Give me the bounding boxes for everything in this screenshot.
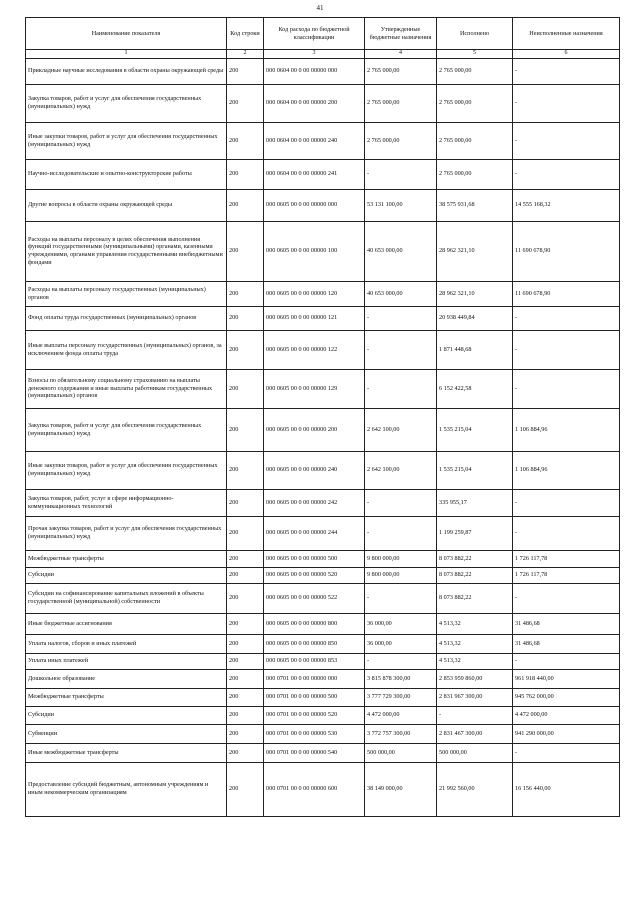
indicator-name-cell: Закупка товаров, работ, услуг в сфере информационно-коммуникационных технологий (26, 489, 227, 516)
column-index: 4 (365, 50, 437, 59)
approved-amount-cell: - (365, 330, 437, 369)
line-code-cell: 200 (227, 58, 264, 84)
line-code-cell: 200 (227, 122, 264, 159)
approved-amount-cell: 9 800 000,00 (365, 567, 437, 583)
approved-amount-cell: 3 777 729 300,00 (365, 688, 437, 706)
line-code-cell: 200 (227, 613, 264, 634)
budget-code-cell: 000 0604 00 0 00 00000 241 (264, 159, 365, 189)
line-code-cell: 200 (227, 489, 264, 516)
executed-amount-cell: 28 962 321,10 (437, 281, 513, 306)
indicator-name-cell: Субсидии (26, 567, 227, 583)
table-row (26, 567, 620, 583)
budget-code-cell: 000 0701 00 0 00 00000 520 (264, 706, 365, 724)
unexecuted-amount-cell: - (513, 369, 620, 408)
budget-execution-table (25, 17, 620, 817)
unexecuted-amount-cell: 31 486,68 (513, 634, 620, 653)
table-row (26, 743, 620, 762)
table-row (26, 706, 620, 724)
line-code-cell: 200 (227, 550, 264, 567)
approved-amount-cell: 3 815 878 300,00 (365, 669, 437, 688)
table-row (26, 369, 620, 408)
approved-amount-cell: 2 642 100,00 (365, 408, 437, 451)
unexecuted-amount-cell: - (513, 743, 620, 762)
column-index: 5 (437, 50, 513, 59)
indicator-name-cell: Субсидии на софинансирование капитальных вложений в объекты государственной (муниципальной) собственности (26, 583, 227, 613)
budget-code-cell: 000 0605 00 0 00 00000 200 (264, 408, 365, 451)
indicator-name-cell: Закупка товаров, работ и услуг для обеспечения государственных (муниципальных) нужд (26, 408, 227, 451)
table-row (26, 221, 620, 281)
executed-amount-cell: 500 000,00 (437, 743, 513, 762)
budget-code-cell: 000 0605 00 0 00 00000 242 (264, 489, 365, 516)
unexecuted-amount-cell: 1 106 884,96 (513, 451, 620, 489)
unexecuted-amount-cell: 961 918 440,00 (513, 669, 620, 688)
unexecuted-amount-cell: 4 472 000,00 (513, 706, 620, 724)
page-number: 41 (316, 4, 324, 12)
table-row (26, 330, 620, 369)
executed-amount-cell: 1 871 448,68 (437, 330, 513, 369)
header-budget-code: Код расхода по бюджетной классификации (264, 18, 365, 50)
budget-code-cell: 000 0604 00 0 00 00000 200 (264, 84, 365, 122)
table-row (26, 613, 620, 634)
unexecuted-amount-cell: 14 555 168,32 (513, 189, 620, 221)
executed-amount-cell: 2 765 000,00 (437, 58, 513, 84)
line-code-cell: 200 (227, 567, 264, 583)
budget-code-cell: 000 0605 00 0 00 00000 121 (264, 306, 365, 330)
table-row (26, 281, 620, 306)
line-code-cell: 200 (227, 306, 264, 330)
budget-code-cell: 000 0605 00 0 00 00000 129 (264, 369, 365, 408)
indicator-name-cell: Уплата иных платежей (26, 653, 227, 669)
unexecuted-amount-cell: 16 156 440,00 (513, 762, 620, 816)
indicator-name-cell: Иные межбюджетные трансферты (26, 743, 227, 762)
header-executed: Исполнено (437, 18, 513, 50)
indicator-name-cell: Иные закупки товаров, работ и услуг для обеспечения государственных (муниципальных) нужд (26, 122, 227, 159)
unexecuted-amount-cell: - (513, 122, 620, 159)
table-row (26, 550, 620, 567)
line-code-cell: 200 (227, 669, 264, 688)
indicator-name-cell: Прикладные научные исследования в области охраны окружающей среды (26, 58, 227, 84)
approved-amount-cell: - (365, 653, 437, 669)
unexecuted-amount-cell: - (513, 330, 620, 369)
budget-code-cell: 000 0605 00 0 00 00000 850 (264, 634, 365, 653)
unexecuted-amount-cell: 1 726 117,78 (513, 550, 620, 567)
indicator-name-cell: Межбюджетные трансферты (26, 550, 227, 567)
indicator-name-cell: Закупка товаров, работ и услуг для обеспечения государственных (муниципальных) нужд (26, 84, 227, 122)
line-code-cell: 200 (227, 330, 264, 369)
table-row (26, 583, 620, 613)
table-row (26, 634, 620, 653)
indicator-name-cell: Научно-исследовательские и опытно-конструкторские работы (26, 159, 227, 189)
line-code-cell: 200 (227, 369, 264, 408)
budget-code-cell: 000 0605 00 0 00 00000 122 (264, 330, 365, 369)
approved-amount-cell: 3 772 757 300,00 (365, 724, 437, 743)
column-index-row (26, 50, 620, 59)
line-code-cell: 200 (227, 451, 264, 489)
line-code-cell: 200 (227, 688, 264, 706)
header-line-code: Код строки (227, 18, 264, 50)
executed-amount-cell: 8 073 882,22 (437, 583, 513, 613)
indicator-name-cell: Дошкольное образование (26, 669, 227, 688)
table-row (26, 84, 620, 122)
budget-code-cell: 000 0701 00 0 00 00000 600 (264, 762, 365, 816)
indicator-name-cell: Фонд оплаты труда государственных (муниципальных) органов (26, 306, 227, 330)
table-row (26, 122, 620, 159)
table-header-row (26, 18, 620, 50)
line-code-cell: 200 (227, 159, 264, 189)
indicator-name-cell: Другие вопросы в области охраны окружающей среды (26, 189, 227, 221)
executed-amount-cell: 1 535 215,04 (437, 408, 513, 451)
approved-amount-cell: - (365, 369, 437, 408)
line-code-cell: 200 (227, 221, 264, 281)
unexecuted-amount-cell: 1 106 884,96 (513, 408, 620, 451)
budget-code-cell: 000 0605 00 0 00 00000 800 (264, 613, 365, 634)
table-row (26, 489, 620, 516)
unexecuted-amount-cell: - (513, 58, 620, 84)
header-approved: Утвержденные бюджетные назначения (365, 18, 437, 50)
approved-amount-cell: - (365, 489, 437, 516)
unexecuted-amount-cell: - (513, 84, 620, 122)
approved-amount-cell: 40 653 000,00 (365, 221, 437, 281)
table-row (26, 653, 620, 669)
approved-amount-cell: 2 765 000,00 (365, 58, 437, 84)
unexecuted-amount-cell: 11 690 678,90 (513, 221, 620, 281)
indicator-name-cell: Уплата налогов, сборов и иных платежей (26, 634, 227, 653)
table-row (26, 688, 620, 706)
unexecuted-amount-cell: 945 762 000,00 (513, 688, 620, 706)
approved-amount-cell: 2 765 000,00 (365, 84, 437, 122)
budget-code-cell: 000 0701 00 0 00 00000 000 (264, 669, 365, 688)
table-row (26, 516, 620, 550)
unexecuted-amount-cell: 941 290 000,00 (513, 724, 620, 743)
executed-amount-cell: 2 831 967 300,00 (437, 688, 513, 706)
column-index: 2 (227, 50, 264, 59)
line-code-cell: 200 (227, 634, 264, 653)
line-code-cell: 200 (227, 653, 264, 669)
column-index: 6 (513, 50, 620, 59)
executed-amount-cell: 2 765 000,00 (437, 84, 513, 122)
table-row (26, 159, 620, 189)
line-code-cell: 200 (227, 408, 264, 451)
approved-amount-cell: 2 765 000,00 (365, 122, 437, 159)
indicator-name-cell: Субвенции (26, 724, 227, 743)
table-row (26, 451, 620, 489)
approved-amount-cell: 53 131 100,00 (365, 189, 437, 221)
executed-amount-cell: 6 152 422,58 (437, 369, 513, 408)
approved-amount-cell: 9 800 000,00 (365, 550, 437, 567)
table-body (26, 58, 620, 816)
table-row (26, 58, 620, 84)
indicator-name-cell: Расходы на выплаты персоналу государственных (муниципальных) органов (26, 281, 227, 306)
table-row (26, 762, 620, 816)
table-row (26, 306, 620, 330)
indicator-name-cell: Предоставление субсидий бюджетным, автономным учреждениям и иным некоммерческим организациям (26, 762, 227, 816)
executed-amount-cell: 8 073 882,22 (437, 550, 513, 567)
indicator-name-cell: Субсидии (26, 706, 227, 724)
executed-amount-cell: 8 073 882,22 (437, 567, 513, 583)
approved-amount-cell: 38 149 000,00 (365, 762, 437, 816)
budget-code-cell: 000 0605 00 0 00 00000 240 (264, 451, 365, 489)
budget-code-cell: 000 0605 00 0 00 00000 522 (264, 583, 365, 613)
executed-amount-cell: 1 535 215,04 (437, 451, 513, 489)
unexecuted-amount-cell: - (513, 306, 620, 330)
header-indicator-name: Наименование показателя (26, 18, 227, 50)
executed-amount-cell: 4 513,32 (437, 634, 513, 653)
unexecuted-amount-cell: 11 690 678,90 (513, 281, 620, 306)
header-unexecuted: Неисполненные назначения (513, 18, 620, 50)
indicator-name-cell: Иные бюджетные ассигнования (26, 613, 227, 634)
line-code-cell: 200 (227, 743, 264, 762)
executed-amount-cell: 28 962 321,10 (437, 221, 513, 281)
approved-amount-cell: 2 642 100,00 (365, 451, 437, 489)
approved-amount-cell: 4 472 000,00 (365, 706, 437, 724)
line-code-cell: 200 (227, 189, 264, 221)
budget-code-cell: 000 0605 00 0 00 00000 120 (264, 281, 365, 306)
table-row (26, 189, 620, 221)
budget-code-cell: 000 0605 00 0 00 00000 520 (264, 567, 365, 583)
indicator-name-cell: Иные закупки товаров, работ и услуг для обеспечения государственных (муниципальных) нужд (26, 451, 227, 489)
indicator-name-cell: Прочая закупка товаров, работ и услуг для обеспечения государственных (муниципальных) нужд (26, 516, 227, 550)
executed-amount-cell: 1 199 259,87 (437, 516, 513, 550)
line-code-cell: 200 (227, 281, 264, 306)
budget-code-cell: 000 0605 00 0 00 00000 244 (264, 516, 365, 550)
unexecuted-amount-cell: 1 726 117,78 (513, 567, 620, 583)
table-row (26, 669, 620, 688)
line-code-cell: 200 (227, 706, 264, 724)
executed-amount-cell: - (437, 706, 513, 724)
indicator-name-cell: Иные выплаты персоналу государственных (муниципальных) органов, за исключением фонда оплаты труда (26, 330, 227, 369)
executed-amount-cell: 2 831 467 300,00 (437, 724, 513, 743)
budget-code-cell: 000 0701 00 0 00 00000 500 (264, 688, 365, 706)
unexecuted-amount-cell: 31 486,68 (513, 613, 620, 634)
budget-code-cell: 000 0701 00 0 00 00000 530 (264, 724, 365, 743)
unexecuted-amount-cell: - (513, 583, 620, 613)
executed-amount-cell: 2 853 959 860,00 (437, 669, 513, 688)
executed-amount-cell: 4 513,32 (437, 613, 513, 634)
approved-amount-cell: 500 000,00 (365, 743, 437, 762)
executed-amount-cell: 20 938 449,84 (437, 306, 513, 330)
budget-code-cell: 000 0701 00 0 00 00000 540 (264, 743, 365, 762)
unexecuted-amount-cell: - (513, 489, 620, 516)
budget-code-cell: 000 0605 00 0 00 00000 500 (264, 550, 365, 567)
line-code-cell: 200 (227, 762, 264, 816)
line-code-cell: 200 (227, 516, 264, 550)
approved-amount-cell: 36 000,00 (365, 613, 437, 634)
line-code-cell: 200 (227, 84, 264, 122)
approved-amount-cell: - (365, 583, 437, 613)
indicator-name-cell: Взносы по обязательному социальному страхованию на выплаты денежного содержания и иные выплаты работникам государственных (муниципальных) органов (26, 369, 227, 408)
approved-amount-cell: 36 000,00 (365, 634, 437, 653)
approved-amount-cell: - (365, 306, 437, 330)
budget-code-cell: 000 0605 00 0 00 00000 100 (264, 221, 365, 281)
approved-amount-cell: - (365, 159, 437, 189)
indicator-name-cell: Межбюджетные трансферты (26, 688, 227, 706)
indicator-name-cell: Расходы на выплаты персоналу в целях обеспечения выполнения функций государственными (муниципальными) органами, казенными учреждениями, органами управления государственными внебюджетными фондами (26, 221, 227, 281)
approved-amount-cell: 40 653 000,00 (365, 281, 437, 306)
executed-amount-cell: 335 955,17 (437, 489, 513, 516)
line-code-cell: 200 (227, 724, 264, 743)
budget-code-cell: 000 0605 00 0 00 00000 853 (264, 653, 365, 669)
executed-amount-cell: 2 765 000,00 (437, 159, 513, 189)
unexecuted-amount-cell: - (513, 159, 620, 189)
executed-amount-cell: 38 575 931,68 (437, 189, 513, 221)
executed-amount-cell: 21 992 560,00 (437, 762, 513, 816)
budget-code-cell: 000 0605 00 0 00 00000 000 (264, 189, 365, 221)
budget-code-cell: 000 0604 00 0 00 00000 000 (264, 58, 365, 84)
unexecuted-amount-cell: - (513, 653, 620, 669)
executed-amount-cell: 2 765 000,00 (437, 122, 513, 159)
column-index: 3 (264, 50, 365, 59)
line-code-cell: 200 (227, 583, 264, 613)
budget-code-cell: 000 0604 00 0 00 00000 240 (264, 122, 365, 159)
table-row (26, 724, 620, 743)
table-row (26, 408, 620, 451)
unexecuted-amount-cell: - (513, 516, 620, 550)
approved-amount-cell: - (365, 516, 437, 550)
column-index: 1 (26, 50, 227, 59)
executed-amount-cell: 4 513,32 (437, 653, 513, 669)
